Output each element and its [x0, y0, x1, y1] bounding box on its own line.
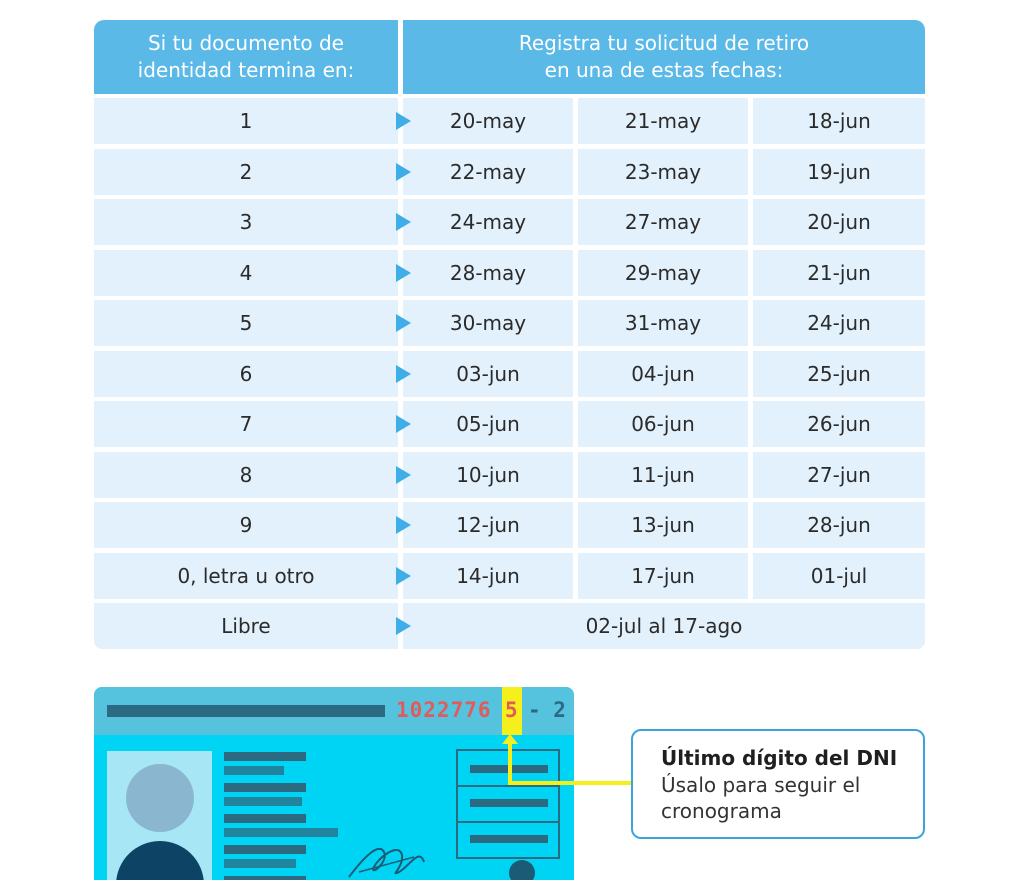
table-row: [94, 199, 925, 245]
row-digit: [94, 553, 398, 599]
date-label: 05-jun: [456, 412, 520, 436]
date-cell: [753, 250, 925, 296]
header-document-ending: [94, 20, 398, 94]
date-label: 27-may: [624, 210, 702, 234]
date-cell: [403, 452, 573, 498]
arrow-right-icon: [396, 213, 411, 231]
table-row: [94, 452, 925, 498]
row-digit-label: 2: [239, 159, 253, 184]
row-digit-label: 3: [239, 210, 253, 234]
table-row: [94, 250, 925, 296]
row-digit: [94, 98, 398, 144]
dni-card-illustration: [94, 687, 574, 880]
row-digit-label: 8: [239, 462, 253, 487]
date-cell: [403, 250, 573, 296]
dni-card-header: [94, 687, 574, 735]
date-cell: [753, 149, 925, 195]
table-row: [94, 401, 925, 447]
row-digit-label: 9: [239, 513, 253, 537]
date-cell: [578, 351, 748, 397]
row-digit: [94, 401, 398, 447]
row-digit-label: 7: [239, 412, 253, 436]
row-digit: [94, 603, 398, 649]
date-label: 19-jun: [807, 159, 871, 184]
date-label: 14-jun: [456, 563, 520, 588]
pointer-line: [508, 737, 512, 785]
date-range-cell: [403, 603, 925, 649]
id-photo-icon: [107, 751, 212, 880]
date-range-label: 02-jul al 17-ago: [585, 614, 743, 638]
date-cell: [403, 401, 573, 447]
arrow-right-icon: [396, 365, 411, 383]
row-digit-label: 5: [239, 311, 253, 335]
card-text-line: [224, 797, 302, 806]
date-label: 30-may: [449, 311, 527, 335]
date-cell: [578, 98, 748, 144]
date-label: 21-may: [624, 109, 702, 133]
arrow-right-icon: [396, 163, 411, 181]
signature-icon: [344, 837, 434, 880]
dni-check-digit: - 2: [528, 698, 566, 722]
row-digit-label: 0, letra u otro: [177, 563, 315, 588]
date-label: 27-jun: [807, 462, 871, 487]
date-cell: [753, 351, 925, 397]
dni-callout: [631, 729, 925, 839]
date-cell: [403, 199, 573, 245]
date-cell: [753, 502, 925, 548]
callout-title: Último dígito del DNI: [661, 746, 898, 770]
date-label: 28-jun: [807, 513, 871, 537]
date-cell: [753, 300, 925, 346]
seal-icon: [509, 860, 535, 880]
card-text-line: [224, 752, 306, 761]
date-cell: [578, 553, 748, 599]
date-cell: [753, 401, 925, 447]
card-text-line: [224, 814, 306, 823]
table-row: [94, 351, 925, 397]
date-label: 17-jun: [631, 563, 695, 588]
header-right-line-1: Registra tu solicitud de retiro: [518, 31, 810, 55]
header-right-line-2: en una de estas fechas:: [544, 58, 784, 82]
date-label: 24-may: [449, 210, 527, 234]
arrow-right-icon: [396, 567, 411, 585]
date-label: 06-jun: [631, 412, 695, 436]
date-cell: [578, 300, 748, 346]
date-cell: [753, 199, 925, 245]
row-digit: [94, 149, 398, 195]
pointer-line: [508, 781, 633, 785]
dni-number: 1022776: [396, 698, 492, 722]
row-digit: [94, 452, 398, 498]
date-cell: [403, 553, 573, 599]
card-text-line: [224, 766, 284, 775]
date-label: 03-jun: [456, 361, 520, 386]
table-row: [94, 149, 925, 195]
card-text-line: [224, 783, 306, 792]
card-text-line: [224, 845, 306, 854]
header-left-line-2: identidad termina en:: [137, 58, 355, 82]
dni-name-bar: [107, 705, 385, 717]
row-digit: [94, 351, 398, 397]
row-digit: [94, 300, 398, 346]
arrow-right-icon: [396, 264, 411, 282]
header-left-line-1: Si tu documento de: [147, 31, 344, 55]
table-row: [94, 300, 925, 346]
row-digit-label: Libre: [221, 614, 271, 638]
date-label: 28-may: [449, 260, 527, 285]
date-label: 20-may: [449, 109, 527, 133]
date-label: 26-jun: [807, 412, 871, 436]
date-label: 11-jun: [631, 462, 695, 487]
row-digit-label: 6: [239, 361, 253, 386]
table-row-libre: [94, 603, 925, 649]
callout-text-line-2: cronograma: [661, 799, 782, 823]
row-digit: [94, 250, 398, 296]
date-label: 21-jun: [807, 260, 871, 285]
date-label: 25-jun: [807, 361, 871, 386]
arrow-right-icon: [396, 516, 411, 534]
date-cell: [403, 300, 573, 346]
schedule-table: [94, 20, 925, 649]
arrow-right-icon: [396, 415, 411, 433]
date-cell: [578, 149, 748, 195]
date-cell: [403, 502, 573, 548]
row-digit: [94, 199, 398, 245]
date-cell: [403, 351, 573, 397]
date-label: 22-may: [449, 159, 527, 184]
date-label: 24-jun: [807, 311, 871, 335]
arrow-right-icon: [396, 466, 411, 484]
table-row: [94, 98, 925, 144]
row-digit-label: 1: [239, 109, 253, 133]
pointer-arrow-icon: [502, 734, 518, 744]
date-label: 18-jun: [807, 109, 871, 133]
date-cell: [578, 452, 748, 498]
callout-text-line-1: Úsalo para seguir el: [661, 773, 861, 797]
date-label: 04-jun: [631, 361, 695, 386]
arrow-right-icon: [396, 617, 411, 635]
date-cell: [753, 452, 925, 498]
date-label: 13-jun: [631, 513, 695, 537]
card-text-line: [224, 828, 338, 837]
date-cell: [753, 553, 925, 599]
row-digit: [94, 502, 398, 548]
date-label: 20-jun: [807, 210, 871, 234]
date-label: 10-jun: [456, 462, 520, 487]
date-label: 23-may: [624, 159, 702, 184]
date-label: 29-may: [624, 260, 702, 285]
card-text-line: [224, 876, 306, 880]
table-row: [94, 553, 925, 599]
dni-last-digit: 5: [505, 698, 518, 722]
arrow-right-icon: [396, 314, 411, 332]
header-dates: [403, 20, 925, 94]
date-cell: [578, 199, 748, 245]
card-text-line: [224, 859, 296, 868]
table-row: [94, 502, 925, 548]
date-cell: [403, 98, 573, 144]
date-cell: [753, 98, 925, 144]
date-cell: [578, 250, 748, 296]
table-header: [94, 20, 925, 94]
row-digit-label: 4: [239, 260, 253, 285]
date-label: 01-jul: [810, 563, 868, 588]
date-cell: [578, 502, 748, 548]
date-cell: [403, 149, 573, 195]
arrow-right-icon: [396, 112, 411, 130]
date-label: 12-jun: [456, 513, 520, 537]
date-cell: [578, 401, 748, 447]
date-label: 31-may: [624, 311, 702, 335]
